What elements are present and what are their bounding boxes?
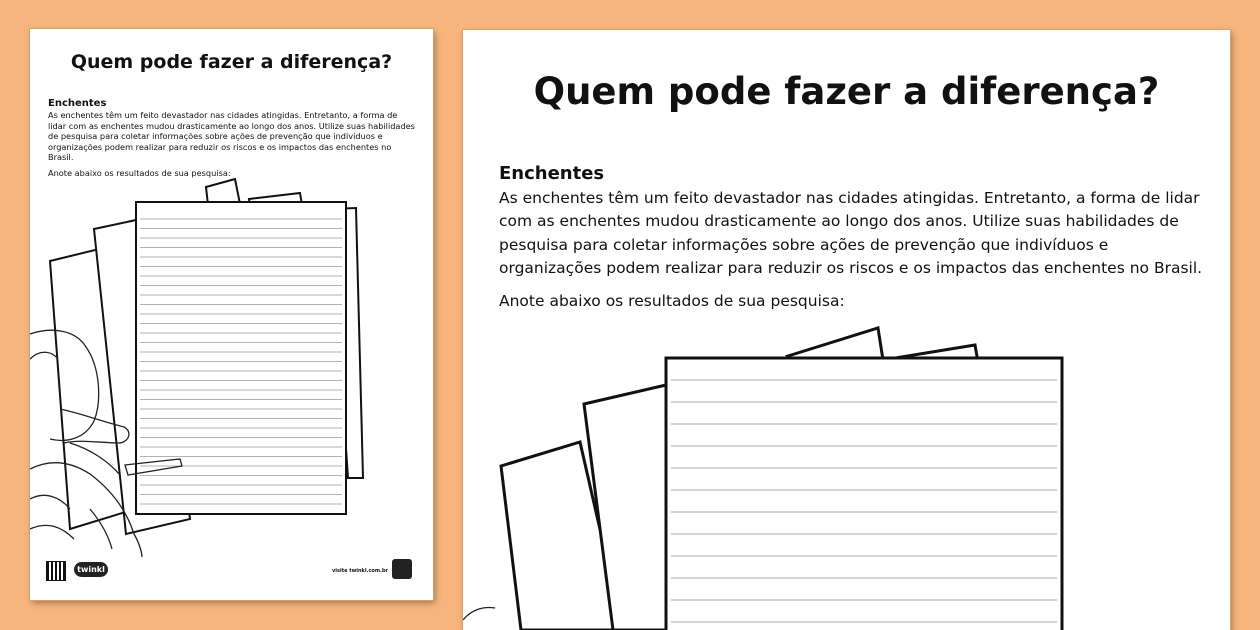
worksheet-preview-large [463, 30, 1230, 630]
worksheet-title-large: Quem pode fazer a diferença? [533, 70, 1160, 113]
section-heading: Enchentes [48, 98, 107, 109]
worksheet-preview-small [30, 29, 433, 600]
child-sketch-fragment [463, 608, 495, 621]
lined-papers-illustration [30, 29, 433, 600]
research-instruction-large: Anote abaixo os resultados de sua pesquisa: [499, 292, 845, 310]
lined-papers-illustration-large [463, 30, 1230, 630]
qr-code-icon [46, 561, 66, 581]
website-text: visite twinkl.com.br [332, 568, 388, 574]
paper-sheet-back-1 [788, 328, 883, 360]
paper-sheet-front [666, 358, 1062, 630]
worksheet-title: Quem pode fazer a diferença? [70, 51, 393, 73]
worksheet-footer [46, 559, 418, 581]
badge-icon [392, 559, 412, 579]
section-paragraph: As enchentes têm um feito devastador nas cidades atingidas. Entretanto, a forma de lidar com as enchentes mudou drasticamente ao longo dos anos. Utilize suas habilidades de pesquisa para coletar informações sobre ações de prevenção que indivíduos e organizações podem realizar para reduzir os riscos e os impactos das enchentes no Brasil. [48, 110, 415, 163]
research-instruction: Anote abaixo os resultados de sua pesquisa: [48, 168, 231, 178]
twinkl-logo: twinkl [74, 562, 108, 577]
section-paragraph-large: As enchentes têm um feito devastador nas cidades atingidas. Entretanto, a forma de lidar com as enchentes mudou drasticamente ao longo dos anos. Utilize suas habilidades de pesquisa para coletar informações sobre ações de prevenção que indivíduos e organizações podem realizar para reduzir os riscos e os impactos das enchentes no Brasil. [499, 189, 1203, 277]
section-heading-large: Enchentes [499, 163, 605, 184]
paper-sheet-front [136, 202, 346, 514]
